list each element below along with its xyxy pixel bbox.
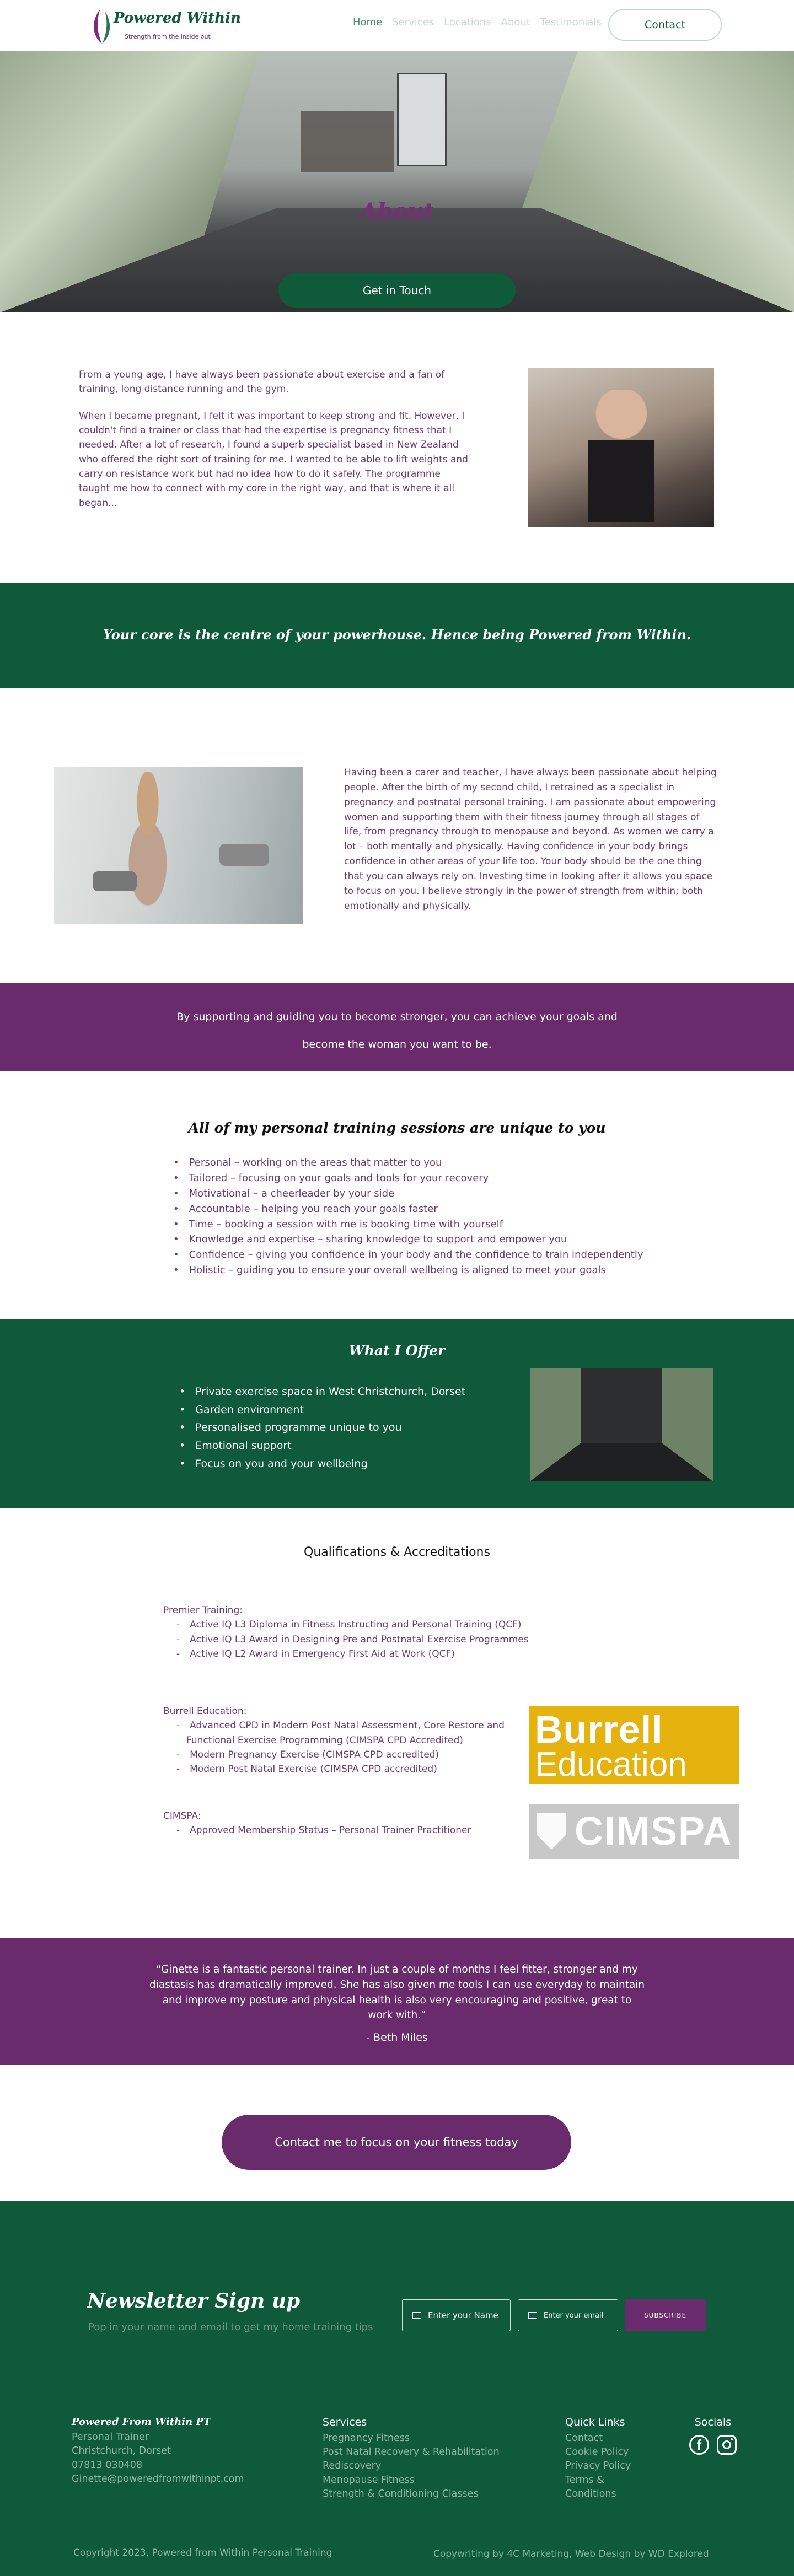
studio-floor xyxy=(530,1443,713,1481)
facebook-icon[interactable]: f xyxy=(689,2435,709,2455)
site-logo[interactable] xyxy=(88,4,241,46)
testimonial-band xyxy=(0,1938,794,2065)
list-item: - Active IQ L2 Award in Emergency First Aid at Work (QCF) xyxy=(186,1647,529,1661)
support-band xyxy=(0,983,794,1071)
list-item: • Confidence – giving you confidence in your body and the confidence to train independently xyxy=(173,1247,643,1263)
instagram-icon[interactable] xyxy=(717,2435,737,2455)
burrell-logo-line-1: Burrell xyxy=(535,1708,663,1751)
studio-photo xyxy=(530,1368,713,1481)
qualifications-title: Qualifications & Accreditations xyxy=(304,1545,490,1559)
testimonial-quote: “Ginette is a fantastic personal trainer. In just a couple of months I feel fitter, stronger and my diastasis has dramatically improved. She has also given me tools I can use everyday to maintain and improve my posture and physical health is also very encouraging and positive, great to work with.” xyxy=(149,1964,645,2022)
cimspa-shield-icon xyxy=(537,1813,566,1850)
cimspa-heading: CIMSPA: xyxy=(163,1810,201,1821)
subscribe-button[interactable]: SUBSCRIBE xyxy=(625,2299,706,2331)
footer-link[interactable]: Privacy Policy xyxy=(565,2460,631,2472)
main-nav xyxy=(353,17,602,28)
get-in-touch-button[interactable]: Get in Touch xyxy=(278,273,516,308)
background-text: Having been a carer and teacher, I have always been passionate about helping people. After the birth of my second child, I retrained as a specialist in pregnancy and postnatal personal training. I am passionate about empowering women and supporting them with their fitness journey through all stages of life, from pregnancy through to menopause and beyond. As women we carry a lot – both mentally and physically. Having confidence in your body brings confidence in other areas of your life too. Your body should be the one thing that you can always rely on. Investing time in looking after it allows you space to focus on you. I believe strongly in the power of strength from within; both emotionally and physically. xyxy=(344,767,717,912)
sessions-title: All of my personal training sessions are unique to you xyxy=(188,1120,606,1136)
dumbbell-left xyxy=(93,871,137,891)
list-item: • Focus on you and your wellbeing xyxy=(179,1455,465,1473)
footer-services-column xyxy=(323,2415,500,2501)
sessions-list xyxy=(173,1155,643,1278)
site-header xyxy=(0,0,794,51)
offer-list xyxy=(179,1383,465,1473)
burrell-logo-line-2: Education xyxy=(535,1745,687,1783)
credits-text[interactable]: Copywriting by 4C Marketing, Web Design by WD Explored xyxy=(433,2548,709,2559)
footer-services-title: Services xyxy=(323,2416,367,2428)
contact-me-button[interactable]: Contact me to focus on your fitness today xyxy=(222,2115,571,2170)
email-placeholder: Enter your email xyxy=(544,2311,604,2320)
sessions-section xyxy=(0,1071,794,1319)
footer-link[interactable]: Cookie Policy xyxy=(565,2446,629,2458)
footer-contact-column xyxy=(72,2415,244,2487)
footer-link[interactable]: Strength & Conditioning Classes xyxy=(323,2488,479,2500)
trainer-portrait-photo xyxy=(528,368,714,527)
footer-link[interactable]: Contact xyxy=(565,2432,603,2444)
qualifications-section xyxy=(0,1508,794,1938)
burrell-education-group xyxy=(163,1704,522,1777)
footer-quicklinks-column xyxy=(565,2415,637,2501)
nav-testimonials[interactable]: Testimonials xyxy=(540,17,602,28)
footer-link[interactable]: Terms & Conditions xyxy=(565,2474,616,2500)
trainer-figure xyxy=(588,390,654,522)
footer-brand: Powered From Within PT xyxy=(72,2416,211,2428)
cimspa-logo xyxy=(529,1804,739,1859)
list-item: • Private exercise space in West Christchurch, Dorset xyxy=(179,1383,465,1401)
intro-section xyxy=(0,312,794,583)
burrell-heading: Burrell Education: xyxy=(163,1706,247,1717)
intro-text xyxy=(79,368,470,522)
footer-link[interactable]: Rediscovery xyxy=(323,2460,382,2472)
list-item: • Accountable – helping you reach your goals faster xyxy=(173,1201,643,1217)
envelope-icon xyxy=(412,2312,421,2319)
dumbbell-right xyxy=(219,844,269,866)
intro-paragraph-1: From a young age, I have always been passionate about exercise and a fan of training, long distance running and the gym. xyxy=(79,369,445,395)
list-item: • Time – booking a session with me is booking time with yourself xyxy=(173,1217,643,1232)
offer-title: What I Offer xyxy=(348,1343,446,1359)
newsletter-subtitle: Pop in your name and email to get my home training tips xyxy=(88,2321,373,2333)
newsletter-name-field[interactable] xyxy=(402,2299,511,2331)
site-footer xyxy=(0,2201,794,2576)
core-quote: Your core is the centre of your powerhouse. Hence being Powered from Within. xyxy=(103,627,691,643)
list-item: • Personalised programme unique to you xyxy=(179,1419,465,1437)
footer-link[interactable]: Pregnancy Fitness xyxy=(323,2432,410,2444)
footer-location: Christchurch, Dorset xyxy=(72,2445,171,2457)
background-section xyxy=(0,688,794,983)
list-item: - Approved Membership Status – Personal Trainer Practitioner xyxy=(186,1823,471,1837)
burrell-list xyxy=(163,1718,522,1776)
contact-button[interactable]: Contact xyxy=(608,9,722,41)
envelope-icon xyxy=(528,2312,537,2319)
logo-mark-icon xyxy=(88,7,116,45)
cimspa-group xyxy=(163,1809,471,1838)
intro-paragraph-2: When I became pregnant, I felt it was important to keep strong and fit. However, I couldn't find a trainer or class that had the expertise is pregnancy fitness that I needed. After a lot of research, I found a superb specialist based in New Zealand who offered the right sort of training for me. I wanted to be able to lift weights and carry on resistance work but had no idea how to do it safely. The programme taught me how to connect with my core in the right way, and that is where it all began... xyxy=(79,410,468,509)
list-item: - Active IQ L3 Diploma in Fitness Instructing and Personal Training (QCF) xyxy=(186,1618,529,1632)
offer-section xyxy=(0,1319,794,1508)
premier-heading: Premier Training: xyxy=(163,1605,243,1616)
list-item: - Active IQ L3 Award in Designing Pre and Postnatal Exercise Programmes xyxy=(186,1632,529,1647)
name-placeholder: Enter your Name xyxy=(428,2310,498,2320)
premier-training-group xyxy=(163,1603,529,1661)
support-statement: By supporting and guiding you to become stronger, you can achieve your goals and become the woman you want to be. xyxy=(176,1011,618,1051)
list-item: - Modern Pregnancy Exercise (CIMSPA CPD accredited) xyxy=(186,1748,522,1762)
footer-socials-title: Socials xyxy=(694,2416,732,2428)
cimspa-list xyxy=(163,1823,471,1837)
testimonial-author: - Beth Miles xyxy=(366,2031,428,2044)
hero-banner xyxy=(0,51,794,312)
list-item: - Advanced CPD in Modern Post Natal Assessment, Core Restore and Functional Exercise Programming (CIMSPA CPD Accredited) xyxy=(186,1718,522,1748)
list-item: • Personal – working on the areas that matter to you xyxy=(173,1155,643,1171)
footer-email-link[interactable]: Ginette@poweredfromwithinpt.com xyxy=(72,2473,244,2485)
hero-mirror xyxy=(397,73,447,166)
footer-socials-column xyxy=(689,2415,737,2455)
social-links xyxy=(689,2435,737,2455)
logo-tagline: Strength from the inside out xyxy=(125,33,211,40)
newsletter-email-field[interactable] xyxy=(518,2299,618,2331)
fitness-cta-section xyxy=(0,2065,794,2201)
footer-role: Personal Trainer xyxy=(72,2432,149,2443)
logo-brand: Powered Within xyxy=(114,10,241,26)
photo-figure xyxy=(106,772,189,924)
burrell-education-logo xyxy=(529,1706,739,1784)
copyright-text: Copyright 2023, Powered from Within Personal Training xyxy=(73,2547,332,2558)
list-item: • Knowledge and expertise – sharing knowledge to support and empower you xyxy=(173,1232,643,1247)
core-quote-band xyxy=(0,583,794,688)
footer-link[interactable]: Menopause Fitness xyxy=(323,2474,415,2486)
cimspa-logo-text: CIMSPA xyxy=(575,1809,733,1853)
newsletter-title: Newsletter Sign up xyxy=(87,2289,301,2313)
premier-list xyxy=(163,1618,529,1661)
list-item: - Modern Post Natal Exercise (CIMSPA CPD accredited) xyxy=(186,1762,522,1776)
footer-phone-link[interactable]: 07813 030408 xyxy=(72,2459,143,2471)
footer-link[interactable]: Post Natal Recovery & Rehabilitation xyxy=(323,2446,500,2458)
list-item: • Motivational – a cheerleader by your side xyxy=(173,1186,643,1201)
hero-title: About xyxy=(360,198,434,224)
nav-about[interactable]: About xyxy=(501,17,530,28)
list-item: • Emotional support xyxy=(179,1437,465,1455)
nav-services[interactable]: Services xyxy=(392,17,434,28)
list-item: • Garden environment xyxy=(179,1401,465,1419)
hero-gym-rack xyxy=(301,111,394,172)
nav-locations[interactable]: Locations xyxy=(444,17,491,28)
nav-home[interactable]: Home xyxy=(353,17,383,28)
dumbbell-workout-photo xyxy=(54,767,303,924)
list-item: • Holistic – guiding you to ensure your overall wellbeing is aligned to meet your goals xyxy=(173,1263,643,1278)
list-item: • Tailored – focusing on your goals and tools for your recovery xyxy=(173,1171,643,1186)
footer-quicklinks-title: Quick Links xyxy=(565,2416,625,2428)
